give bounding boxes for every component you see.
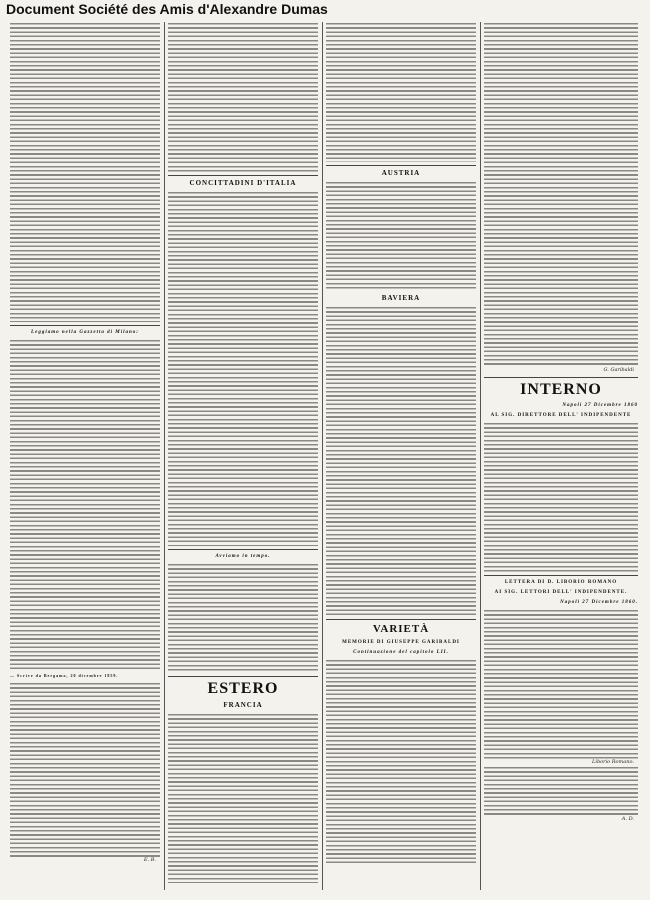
section-heading: VARIETÀ — [372, 623, 430, 635]
text-block — [326, 659, 476, 864]
text-block — [10, 22, 160, 322]
article-heading: Avviamo in tempo. — [215, 554, 271, 559]
divider — [484, 377, 638, 378]
article-heading: Leggiamo nella Gazzetta di Milano: — [31, 330, 139, 335]
article-heading: CONCITTADINI D'ITALIA — [189, 179, 297, 187]
text-block — [168, 713, 318, 883]
column-2 — [168, 22, 318, 890]
divider — [326, 165, 476, 166]
signature: Liborio Romano. — [592, 759, 634, 765]
divider — [484, 575, 638, 576]
column-rule — [322, 22, 323, 890]
article-subtitle: MEMORIE DI GIUSEPPE GARIBALDI — [342, 640, 460, 645]
dateline: Napoli 27 Dicembre 1860 — [562, 403, 638, 408]
text-block — [326, 306, 476, 616]
signature: G. Garibaldi — [603, 367, 634, 373]
column-1 — [10, 22, 160, 890]
text-block — [484, 766, 638, 816]
divider — [168, 175, 318, 176]
text-block — [484, 609, 638, 759]
letter-heading: LETTERA DI D. LIBORIO ROMANO — [504, 580, 618, 585]
watermark: Document Société des Amis d'Alexandre Dumas — [6, 1, 328, 17]
text-block — [326, 181, 476, 291]
article-continuation: Continuazione del capitolo LII. — [353, 650, 449, 655]
country-heading: AUSTRIA — [381, 169, 421, 177]
divider — [10, 325, 160, 326]
country-heading: BAVIERA — [381, 294, 421, 302]
signature: E. B. — [143, 857, 156, 863]
column-rule — [164, 22, 165, 890]
column-rule — [480, 22, 481, 890]
column-4 — [484, 22, 638, 890]
letter-address: AL SIG. DIRETTORE DELL' INDIPENDENTE — [490, 413, 632, 418]
text-block — [168, 191, 318, 546]
dateline: Napoli 27 Dicembre 1860. — [560, 600, 638, 605]
section-heading: INTERNO — [520, 381, 602, 398]
country-heading: FRANCIA — [223, 701, 263, 709]
text-block — [168, 22, 318, 172]
column-3 — [326, 22, 476, 890]
text-block — [10, 682, 160, 857]
signature: A. D. — [621, 816, 634, 822]
text-block — [168, 563, 318, 673]
text-block — [10, 339, 160, 669]
text-block — [326, 22, 476, 162]
text-block — [484, 22, 638, 367]
divider — [168, 549, 318, 550]
divider — [168, 676, 318, 677]
section-heading: ESTERO — [207, 680, 279, 697]
text-block — [484, 422, 638, 572]
newspaper-page — [10, 22, 638, 890]
letter-address: AI SIG. LETTORI DELL' INDIPENDENTE. — [494, 590, 628, 595]
dateline: — Scrive da Bergamo, 20 dicembre 1859. — [10, 673, 119, 678]
divider — [326, 619, 476, 620]
